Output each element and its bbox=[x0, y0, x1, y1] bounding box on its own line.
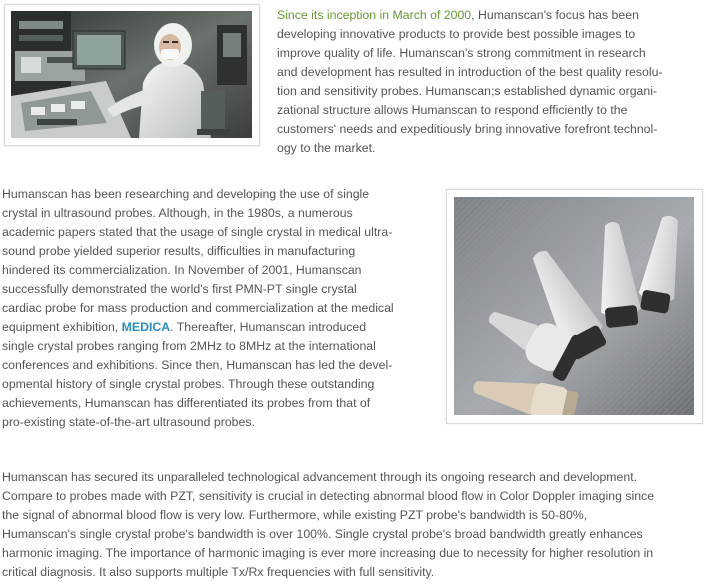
intro-line: ogy to the market. bbox=[277, 141, 376, 155]
medica-link[interactable]: MEDICA bbox=[121, 320, 171, 334]
history-line: equipment exhibition, bbox=[2, 320, 122, 334]
ultrasound-probes-illustration bbox=[454, 197, 694, 415]
history-line: sound probe yielded superior results, difficulties in manufacturing bbox=[2, 244, 356, 258]
intro-paragraph bbox=[277, 6, 689, 158]
inception-highlight: Since its inception in March of 2000 bbox=[277, 8, 472, 22]
history-line: Humanscan has been researching and developing the use of single bbox=[2, 187, 370, 201]
bandwidth-line: the signal of abnormal blood flow is very low. Furthermore, while existing PZT probe's bandwidth is 50-80%, bbox=[2, 508, 588, 522]
history-line: . Thereafter, Humanscan introduced bbox=[170, 320, 367, 334]
history-line: achievements, Humanscan has differentiated its probes from that of bbox=[2, 396, 371, 410]
cleanroom-technician-photo bbox=[11, 11, 252, 138]
bandwidth-paragraph bbox=[2, 468, 704, 582]
history-line: conferences and exhibitions. Since then, Humanscan has led the devel- bbox=[2, 358, 393, 372]
bandwidth-line: Humanscan's single crystal probe's bandwidth is over 100%. Single crystal probe's broad bandwidth greatly enhances bbox=[2, 527, 643, 541]
ultrasound-probes-photo bbox=[454, 197, 694, 415]
bandwidth-line: critical diagnosis. It also supports multiple Tx/Rx frequencies with full sensitivity. bbox=[2, 565, 435, 579]
intro-line: , Humanscan's focus has been bbox=[471, 8, 639, 22]
intro-line: customers' needs and expeditiously bring innovative forefront technol- bbox=[277, 122, 658, 136]
history-line: pro-existing state-of-the-art ultrasound probes. bbox=[2, 415, 255, 429]
intro-line: developing innovative products to provide best possible images to bbox=[277, 27, 636, 41]
lab-photo-frame bbox=[4, 4, 260, 146]
history-line: opmental history of single crystal probes. Through these outstanding bbox=[2, 377, 375, 391]
intro-line: improve quality of life. Humanscan's strong commitment in research bbox=[277, 46, 646, 60]
history-line: successfully demonstrated the world's first PMN-PT single crystal bbox=[2, 282, 357, 296]
history-line: crystal in ultrasound probes. Although, in the 1980s, a numerous bbox=[2, 206, 353, 220]
intro-line: tion and sensitivity probes. Humanscan;s established dynamic organi- bbox=[277, 84, 658, 98]
history-line: hindered its commercialization. In November of 2001, Humanscan bbox=[2, 263, 362, 277]
intro-line: and development has resulted in introduction of the best quality resolu- bbox=[277, 65, 663, 79]
bandwidth-line: harmonic imaging. The importance of harmonic imaging is ever more increasing due to necessity for higher resolution in bbox=[2, 546, 654, 560]
history-line: single crystal probes ranging from 2MHz to 8MHz at the international bbox=[2, 339, 376, 353]
probes-photo-frame bbox=[446, 189, 703, 424]
history-line: cardiac probe for mass production and commercialization at the medical bbox=[2, 301, 394, 315]
history-line: academic papers stated that the usage of single crystal in medical ultra- bbox=[2, 225, 393, 239]
history-paragraph bbox=[2, 185, 420, 432]
cleanroom-technician-illustration bbox=[11, 11, 252, 138]
intro-line: zational structure allows Humanscan to respond efficiently to the bbox=[277, 103, 628, 117]
bandwidth-line: Humanscan has secured its unparalleled technological advancement through its ongoing research and development. bbox=[2, 470, 638, 484]
bandwidth-line: Compare to probes made with PZT, sensitivity is crucial in detecting abnormal blood flow in Color Doppler imaging since bbox=[2, 489, 655, 503]
